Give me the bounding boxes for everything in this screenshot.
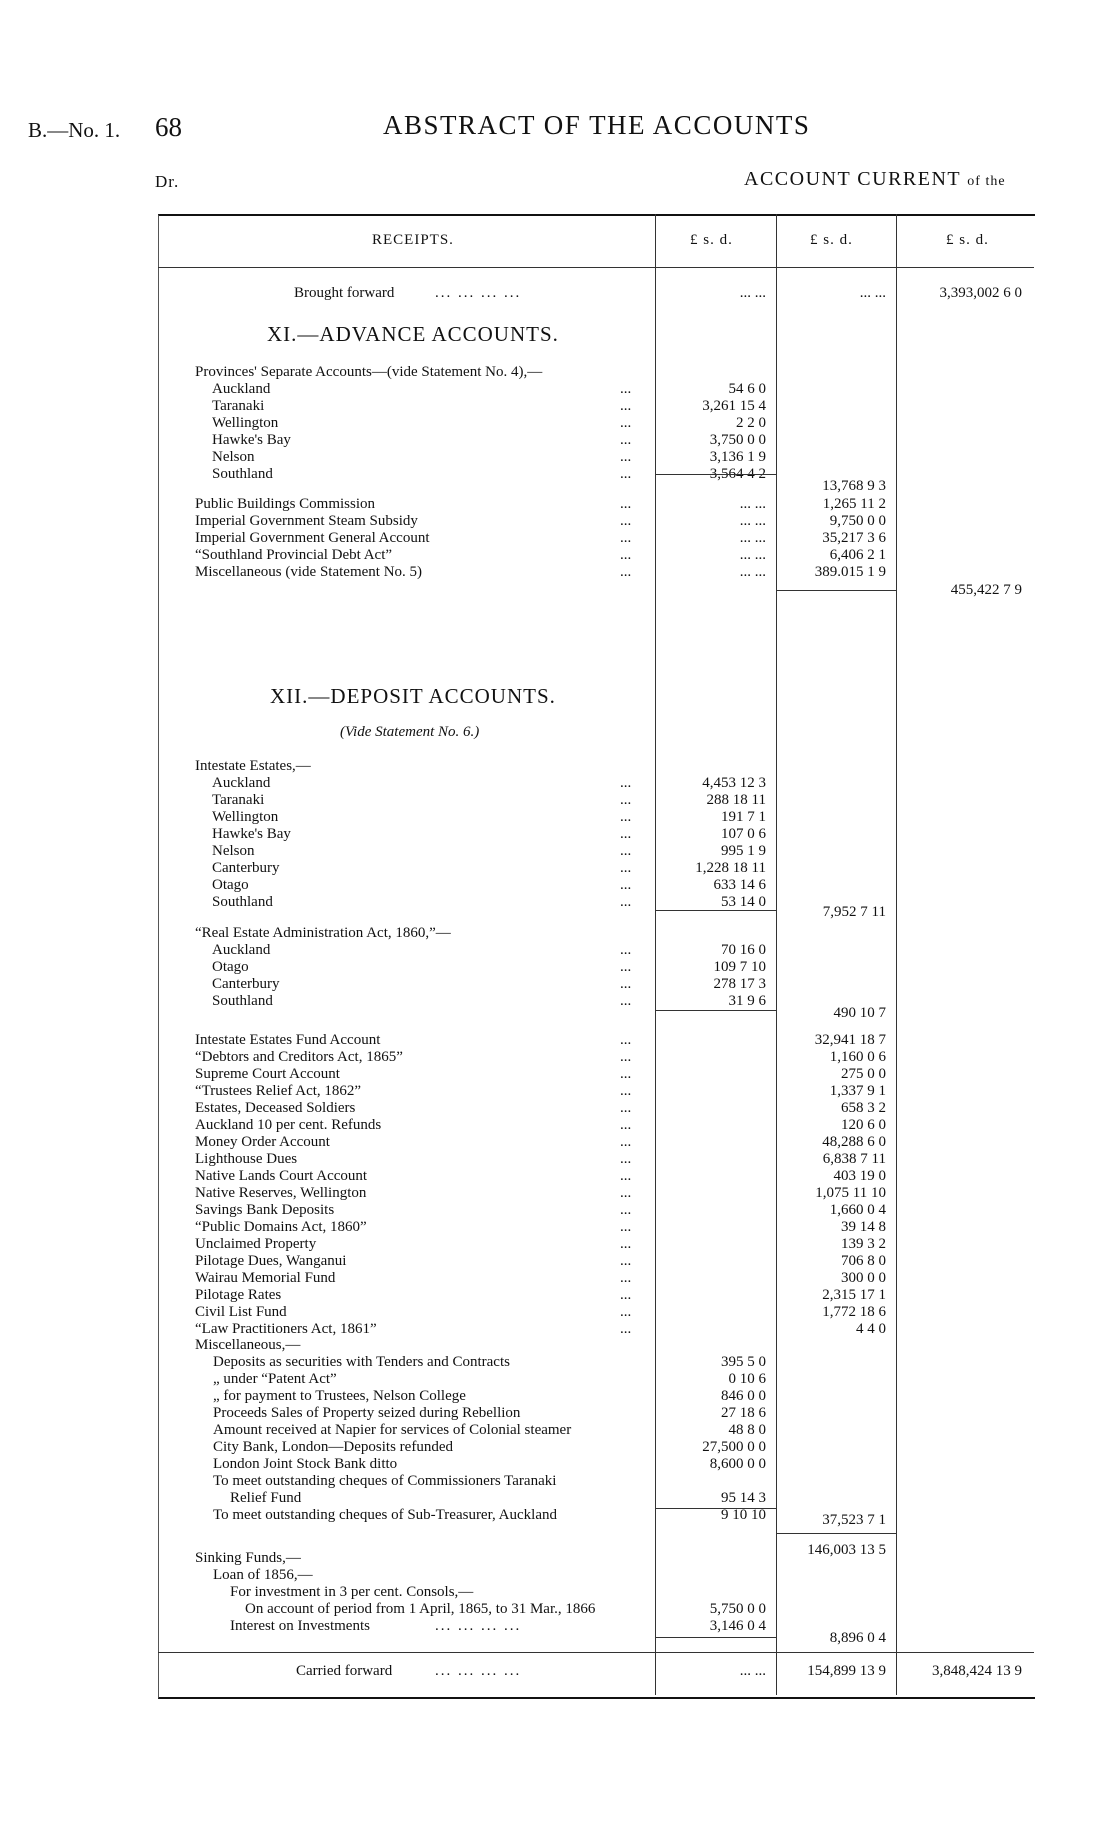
- row-label: Auckland: [212, 381, 271, 397]
- row-label: To meet outstanding cheques of Commissioners Taranaki: [213, 1473, 557, 1489]
- leader-dots: ...: [620, 843, 632, 859]
- brought-forward-label: Brought forward: [294, 285, 395, 301]
- real-estate-total: 490 10 7: [833, 1005, 886, 1021]
- amount-col1: 31 9 6: [728, 993, 766, 1009]
- carried-forward-total: 3,848,424 13 9: [932, 1663, 1022, 1679]
- leader-dots: ...: [620, 513, 632, 529]
- account-current-suffix: of the: [967, 174, 1006, 189]
- subtotal-rule: [656, 1010, 776, 1011]
- row-label: Intestate Estates Fund Account: [195, 1032, 381, 1048]
- leader-dots: ...: [620, 826, 632, 842]
- amount-col2: 32,941 18 7: [814, 1032, 886, 1048]
- amount-col2: 139 3 2: [841, 1236, 886, 1252]
- carried-forward-label: Carried forward: [296, 1663, 393, 1679]
- amount-col2: 389.015 1 9: [814, 564, 886, 580]
- amount-col1: 633 14 6: [713, 877, 766, 893]
- row-label: Otago: [212, 877, 249, 893]
- amount-col2: 1,772 18 6: [822, 1304, 886, 1320]
- row-label: Auckland 10 per cent. Refunds: [195, 1117, 382, 1133]
- amount-col2: 275 0 0: [841, 1066, 886, 1082]
- amount-col1: 95 14 3: [721, 1490, 766, 1506]
- amount-col1: 846 0 0: [721, 1388, 766, 1404]
- carried-forward-rule: [158, 1652, 1034, 1653]
- provinces-heading: Provinces' Separate Accounts—(vide Statement No. 4),—: [195, 364, 543, 380]
- account-current-text: ACCOUNT CURRENT: [744, 168, 961, 190]
- row-label: London Joint Stock Bank ditto: [213, 1456, 398, 1472]
- section-xii-title: XII.—DEPOSIT ACCOUNTS.: [270, 684, 556, 708]
- row-label: Public Buildings Commission: [195, 496, 376, 512]
- row-label: Southland: [212, 993, 273, 1009]
- row-label: Estates, Deceased Soldiers: [195, 1100, 356, 1116]
- row-label: Native Lands Court Account: [195, 1168, 368, 1184]
- amount-col2: 39 14 8: [841, 1219, 886, 1235]
- leader-dots: ...: [620, 993, 632, 1009]
- row-label: Deposits as securities with Tenders and Contracts: [213, 1354, 510, 1370]
- amount-col1: 48 8 0: [728, 1422, 766, 1438]
- subtotal-rule: [777, 1533, 896, 1534]
- column-divider: [896, 214, 897, 1695]
- leader-dots: ...: [620, 809, 632, 825]
- amount-col2: 4 4 0: [856, 1321, 886, 1337]
- amount-col1: 3,564 4 2: [709, 466, 766, 482]
- amount-col2: 2,315 17 1: [822, 1287, 886, 1303]
- amount-col1: 27,500 0 0: [702, 1439, 766, 1455]
- subtotal-rule: [656, 474, 776, 475]
- carried-forward-col1: ... ...: [739, 1663, 766, 1679]
- real-estate-heading: “Real Estate Administration Act, 1860,”—: [195, 925, 451, 941]
- row-label: Amount received at Napier for services of Colonial steamer: [213, 1422, 572, 1438]
- row-label: Supreme Court Account: [195, 1066, 340, 1082]
- amount-col2: 35,217 3 6: [822, 530, 886, 546]
- miscellaneous-total: 37,523 7 1: [822, 1512, 886, 1528]
- row-label: Auckland: [212, 775, 271, 791]
- leader-dots: ...: [620, 564, 632, 580]
- leader-dots: ...: [620, 381, 632, 397]
- interest-label: Interest on Investments: [230, 1618, 370, 1634]
- advance-accounts-total: 455,422 7 9: [950, 582, 1022, 598]
- row-label: Civil List Fund: [195, 1304, 287, 1320]
- leader-dots: ...: [620, 466, 632, 482]
- subtotal-rule: [656, 1637, 776, 1638]
- intestate-total: 7,952 7 11: [822, 904, 886, 920]
- leader-dots: ...: [620, 1185, 632, 1201]
- amount-col1: 3,750 0 0: [709, 432, 766, 448]
- row-label: „ under “Patent Act”: [213, 1371, 337, 1387]
- leader-dots: ...: [620, 894, 632, 910]
- amount-col1: ... ...: [739, 547, 766, 563]
- deposit-accounts-total: 146,003 13 5: [807, 1542, 886, 1558]
- money-column-header-2: £ s. d.: [810, 232, 853, 248]
- row-label: Imperial Government Steam Subsidy: [195, 513, 418, 529]
- sinking-funds-heading: Sinking Funds,—: [195, 1550, 301, 1566]
- row-label: Taranaki: [212, 792, 265, 808]
- amount-col1: 27 18 6: [721, 1405, 766, 1421]
- leader-dots: ... ... ... ...: [435, 1663, 522, 1679]
- leader-dots: ...: [620, 1202, 632, 1218]
- amount-col2: 9,750 0 0: [829, 513, 886, 529]
- leader-dots: ...: [620, 1117, 632, 1133]
- column-divider: [655, 214, 656, 1695]
- provinces-total: 13,768 9 3: [822, 478, 886, 494]
- amount-col2: 1,660 0 4: [829, 1202, 886, 1218]
- row-label: Auckland: [212, 942, 271, 958]
- interest-amount: 3,146 0 4: [709, 1618, 766, 1634]
- intestate-heading: Intestate Estates,—: [195, 758, 311, 774]
- amount-col1: 8,600 0 0: [709, 1456, 766, 1472]
- amount-col2: 120 6 0: [841, 1117, 886, 1133]
- account-current-heading: [744, 168, 1006, 191]
- row-label: Otago: [212, 959, 249, 975]
- amount-col1: ... ...: [739, 496, 766, 512]
- section-xi-title: XI.—ADVANCE ACCOUNTS.: [267, 322, 559, 346]
- leader-dots: ...: [620, 1168, 632, 1184]
- subtotal-rule: [777, 590, 896, 591]
- leader-dots: ...: [620, 432, 632, 448]
- leader-dots: ...: [620, 449, 632, 465]
- leader-dots: ... ... ... ...: [435, 1618, 522, 1634]
- amount-col1: 109 7 10: [713, 959, 766, 975]
- amount-col1: ... ...: [739, 564, 766, 580]
- row-label: Lighthouse Dues: [195, 1151, 298, 1167]
- page-title: ABSTRACT OF THE ACCOUNTS: [383, 110, 811, 140]
- leader-dots: ...: [620, 415, 632, 431]
- row-label: Southland: [212, 466, 273, 482]
- leader-dots: ...: [620, 976, 632, 992]
- row-label: Imperial Government General Account: [195, 530, 430, 546]
- row-label: “Trustees Relief Act, 1862”: [195, 1083, 362, 1099]
- amount-col2: 403 19 0: [833, 1168, 886, 1184]
- row-label: Savings Bank Deposits: [195, 1202, 335, 1218]
- row-label: Pilotage Rates: [195, 1287, 282, 1303]
- leader-dots: ...: [620, 775, 632, 791]
- row-label: Pilotage Dues, Wanganui: [195, 1253, 347, 1269]
- amount-col2: 48,288 6 0: [822, 1134, 886, 1150]
- row-label: Taranaki: [212, 398, 265, 414]
- amount-col1: 191 7 1: [721, 809, 766, 825]
- amount-col1: 70 16 0: [721, 942, 766, 958]
- brought-forward-col1: ... ...: [739, 285, 766, 301]
- miscellaneous-heading: Miscellaneous,—: [195, 1337, 301, 1353]
- row-label: Miscellaneous (vide Statement No. 5): [195, 564, 423, 580]
- leader-dots: ...: [620, 1134, 632, 1150]
- row-label: Wellington: [212, 809, 279, 825]
- subtotal-rule: [656, 910, 776, 911]
- leader-dots: ...: [620, 1151, 632, 1167]
- amount-col1: 54 6 0: [728, 381, 766, 397]
- amount-col1: 3,136 1 9: [709, 449, 766, 465]
- row-label: Nelson: [212, 843, 255, 859]
- document-reference: B.—No. 1.: [28, 118, 121, 142]
- row-label: City Bank, London—Deposits refunded: [213, 1439, 453, 1455]
- leader-dots: ...: [620, 1287, 632, 1303]
- row-label: “Debtors and Creditors Act, 1865”: [195, 1049, 403, 1065]
- leader-dots: ...: [620, 530, 632, 546]
- leader-dots: ...: [620, 1100, 632, 1116]
- leader-dots: ...: [620, 398, 632, 414]
- money-column-header-1: £ s. d.: [690, 232, 733, 248]
- leader-dots: ...: [620, 1219, 632, 1235]
- row-label: Unclaimed Property: [195, 1236, 317, 1252]
- amount-col2: 6,838 7 11: [822, 1151, 886, 1167]
- row-label: Wairau Memorial Fund: [195, 1270, 336, 1286]
- leader-dots: ...: [620, 547, 632, 563]
- debit-marker: Dr.: [155, 172, 180, 191]
- amount-col1: ... ...: [739, 530, 766, 546]
- row-label: Wellington: [212, 415, 279, 431]
- amount-col2: 300 0 0: [841, 1270, 886, 1286]
- row-label: Proceeds Sales of Property seized during Rebellion: [213, 1405, 521, 1421]
- leader-dots: ...: [620, 1049, 632, 1065]
- amount-col2: 706 8 0: [841, 1253, 886, 1269]
- amount-col1: 278 17 3: [713, 976, 766, 992]
- leader-dots: ... ... ... ...: [435, 285, 522, 301]
- row-label: Southland: [212, 894, 273, 910]
- period-amount: 5,750 0 0: [709, 1601, 766, 1617]
- subtotal-rule: [656, 1508, 776, 1509]
- row-label: „ for payment to Trustees, Nelson College: [213, 1388, 466, 1404]
- leader-dots: ...: [620, 1083, 632, 1099]
- money-column-header-3: £ s. d.: [946, 232, 989, 248]
- row-label: Hawke's Bay: [212, 432, 291, 448]
- carried-forward-col2: 154,899 13 9: [807, 1663, 886, 1679]
- header-rule: [158, 267, 1034, 268]
- row-label: Native Reserves, Wellington: [195, 1185, 367, 1201]
- leader-dots: ...: [620, 1321, 632, 1337]
- sinking-total: 8,896 0 4: [829, 1630, 886, 1646]
- leader-dots: ...: [620, 1304, 632, 1320]
- amount-col1: 4,453 12 3: [702, 775, 766, 791]
- amount-col2: 658 3 2: [841, 1100, 886, 1116]
- brought-forward-total: 3,393,002 6 0: [939, 285, 1022, 301]
- amount-col1: 3,261 15 4: [702, 398, 766, 414]
- amount-col1: 995 1 9: [721, 843, 766, 859]
- loan-heading: Loan of 1856,—: [213, 1567, 313, 1583]
- row-label: “Public Domains Act, 1860”: [195, 1219, 367, 1235]
- amount-col1: 288 18 11: [706, 792, 766, 808]
- row-label: Money Order Account: [195, 1134, 330, 1150]
- brought-forward-col2: ... ...: [859, 285, 886, 301]
- amount-col1: 53 14 0: [721, 894, 766, 910]
- consols-heading: For investment in 3 per cent. Consols,—: [230, 1584, 474, 1600]
- leader-dots: ...: [620, 959, 632, 975]
- amount-col1: 107 0 6: [721, 826, 766, 842]
- row-label: “Southland Provincial Debt Act”: [195, 547, 393, 563]
- amount-col1: 9 10 10: [721, 1507, 766, 1523]
- row-label: Canterbury: [212, 860, 280, 876]
- amount-col2: 1,075 11 10: [815, 1185, 886, 1201]
- leader-dots: ...: [620, 1253, 632, 1269]
- amount-col2: 1,337 9 1: [829, 1083, 886, 1099]
- row-label: “Law Practitioners Act, 1861”: [195, 1321, 377, 1337]
- amount-col1: ... ...: [739, 513, 766, 529]
- amount-col1: 1,228 18 11: [695, 860, 766, 876]
- amount-col2: 1,160 0 6: [829, 1049, 886, 1065]
- amount-col2: 1,265 11 2: [822, 496, 886, 512]
- leader-dots: ...: [620, 792, 632, 808]
- row-label: To meet outstanding cheques of Sub-Treasurer, Auckland: [213, 1507, 557, 1523]
- column-divider: [776, 214, 777, 1695]
- amount-col1: 395 5 0: [721, 1354, 766, 1370]
- row-label: Nelson: [212, 449, 255, 465]
- receipts-column-header: RECEIPTS.: [372, 232, 454, 248]
- leader-dots: ...: [620, 496, 632, 512]
- row-label: Canterbury: [212, 976, 280, 992]
- amount-col2: 6,406 2 1: [829, 547, 886, 563]
- period-label: On account of period from 1 April, 1865, to 31 Mar., 1866: [245, 1601, 596, 1617]
- page-number: 68: [155, 112, 182, 142]
- leader-dots: ...: [620, 1270, 632, 1286]
- section-xii-reference: (Vide Statement No. 6.): [340, 724, 480, 740]
- amount-col1: 2 2 0: [736, 415, 766, 431]
- leader-dots: ...: [620, 1236, 632, 1252]
- leader-dots: ...: [620, 877, 632, 893]
- leader-dots: ...: [620, 1066, 632, 1082]
- leader-dots: ...: [620, 942, 632, 958]
- leader-dots: ...: [620, 1032, 632, 1048]
- amount-col1: 0 10 6: [728, 1371, 766, 1387]
- row-label: Relief Fund: [230, 1490, 302, 1506]
- leader-dots: ...: [620, 860, 632, 876]
- row-label: Hawke's Bay: [212, 826, 291, 842]
